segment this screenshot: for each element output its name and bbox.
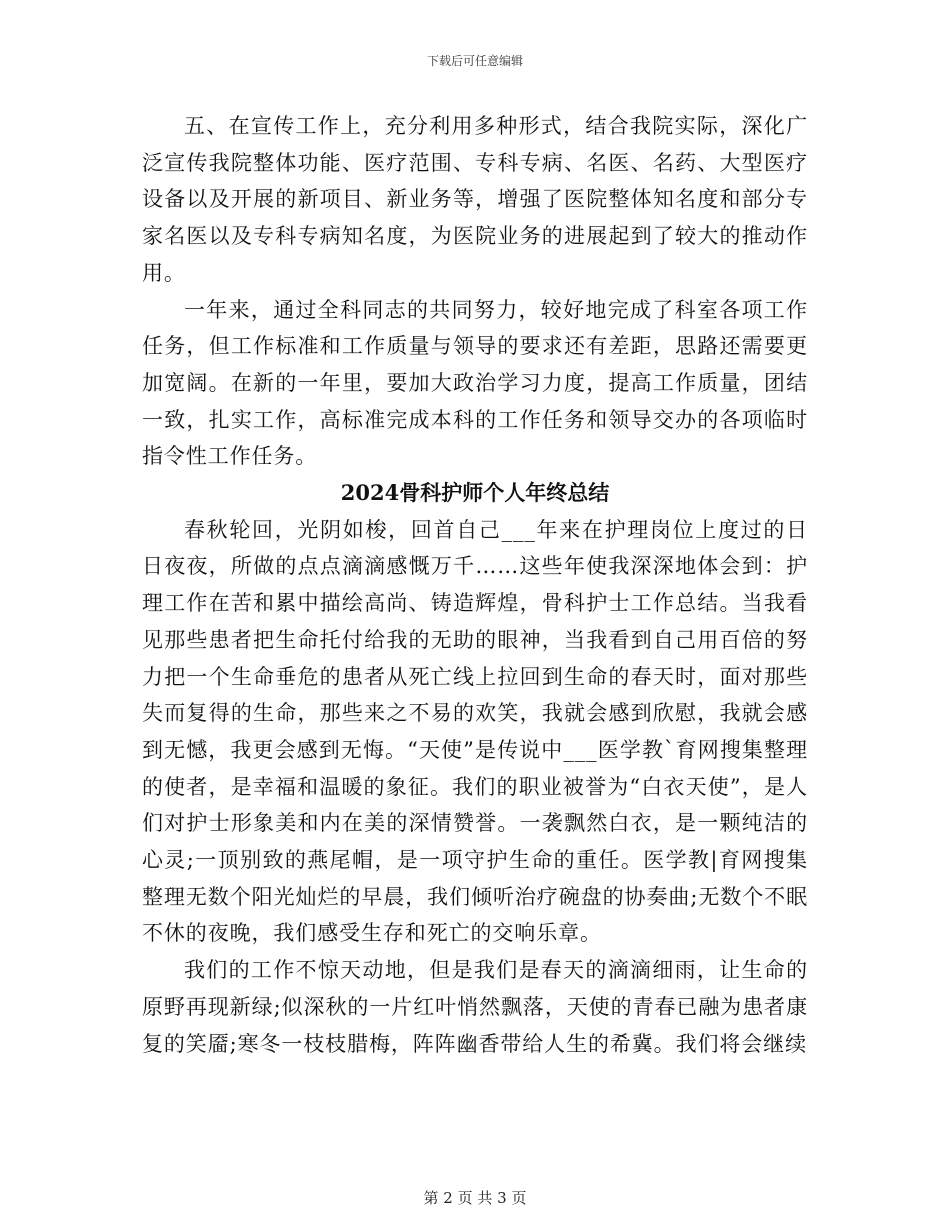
page-header-note: 下载后可任意编辑 — [426, 54, 523, 68]
paragraph-publicity: 五、在宣传工作上，充分利用多种形式，结合我院实际，深化广泛宣传我院整体功能、医疗范围、专科专病、名医、名药、大型医疗设备以及开展的新项目、新业务等，增强了医院整体知名度和部分专家名医以及专科专病知名度，为医院业务的进展起到了较大的推动作用。 — [142, 114, 808, 285]
paragraph-year-summary: 一年来，通过全科同志的共同努力，较好地完成了科室各项工作任务，但工作标准和工作质量与领导的要求还有差距，思路还需要更加宽阔。在新的一年里，要加大政治学习力度，提高工作质量，团结一致，扎实工作，高标准完成本科的工作任务和领导交办的各项临时指令性工作任务。 — [142, 297, 808, 469]
page-number: 第 2 页 共 3 页 — [423, 1189, 527, 1207]
paragraph-nursing-continue: 我们的工作不惊天动地，但是我们是春天的滴滴细雨，让生命的原野再现新绿;似深秋的一片红叶悄然飘落，天使的青春已融为患者康复的笑靥;寒冬一枝枝腊梅，阵阵幽香带给人生的希冀。我们将会继续 — [142, 958, 808, 1056]
paragraph-nursing-intro: 春秋轮回，光阴如梭，回首自己___年来在护理岗位上度过的日日夜夜，所做的点点滴滴感慨万千……这些年使我深深地体会到：护理工作在苦和累中描绘高尚、铸造辉煌，骨科护士工作总结。当我看见那些患者把生命托付给我的无助的眼神，当我看到自己用百倍的努力把一个生命垂危的患者从死亡线上拉回到生命的春天时，面对那些失而复得的生命，那些来之不易的欢笑，我就会感到欣慰，我就会感到无憾，我更会感到无悔。“天使”是传说中___医学教`育网搜集整理的使者，是幸福和温暖的象征。我们的职业被誉为“白衣天使”，是人们对护士形象美和内在美的深情赞誉。一袭飘然白衣，是一颗纯洁的心灵;一顶别致的燕尾帽，是一项守护生命的重任。医学教|育网搜集整理无数个阳光灿烂的早晨，我们倾听治疗碗盘的协奏曲;无数个不眠不休的夜晚，我们感受生存和死亡的交响乐章。 — [142, 517, 808, 946]
section-title: 2024骨科护师个人年终总结 — [340, 480, 610, 506]
document-body — [142, 108, 808, 1062]
